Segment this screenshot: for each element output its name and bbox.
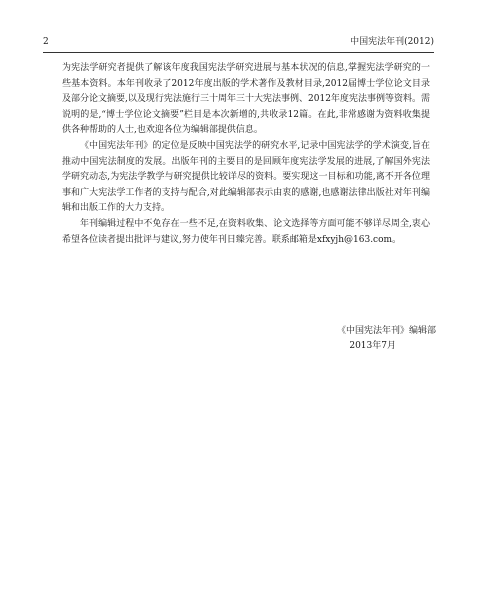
signature-block	[0, 324, 436, 354]
paragraph-2: 《中国宪法年刊》的定位是反映中国宪法学的研究水平,记录中国宪法学的学术演变,旨在推动中国宪法制度的发展。出版年刊的主要目的是回顾年度宪法学发展的进展,了解国外宪法学研究动态,为宪法学教学与研究提供比较详尽的资料。要实现这一目标和功能,离不开各位理事和广大宪法学工作者的支持与配合,对此编辑部表示由衷的感谢,也感谢法律出版社对年刊编辑和出版工作的大力支持。	[62, 140, 430, 214]
signature-organization: 《中国宪法年刊》编辑部	[336, 326, 436, 336]
signature-date: 2013年7月	[349, 341, 396, 351]
paragraph-3: 年刊编辑过程中不免存在一些不足,在资料收集、论文选择等方面可能不够详尽周全,衷心希望各位读者提出批评与建议,努力使年刊日臻完善。联系邮箱是xfxyjh@163.com。	[62, 218, 430, 245]
page-header	[43, 36, 434, 53]
page-number: 2	[43, 37, 49, 47]
paragraph-1: 为宪法学研究者提供了解该年度我国宪法学研究进展与基本状况的信息,掌握宪法学研究的一些基本资料。本年刊收录了2012年度出版的学术著作及教材目录,2012届博士学位论文目录及部分论文摘要,以及现行宪法施行三十周年三十大宪法事例、2012年度宪法事例等资料。需说明的是,“博士学位论文摘要”栏目是本次新增的,共收录12篇。在此,非常感谢为资料收集提供各种帮助的人士,也欢迎各位为编辑部提供信息。	[62, 63, 430, 136]
running-title: 中国宪法年刊(2012)	[350, 37, 434, 47]
body-text	[62, 61, 430, 248]
